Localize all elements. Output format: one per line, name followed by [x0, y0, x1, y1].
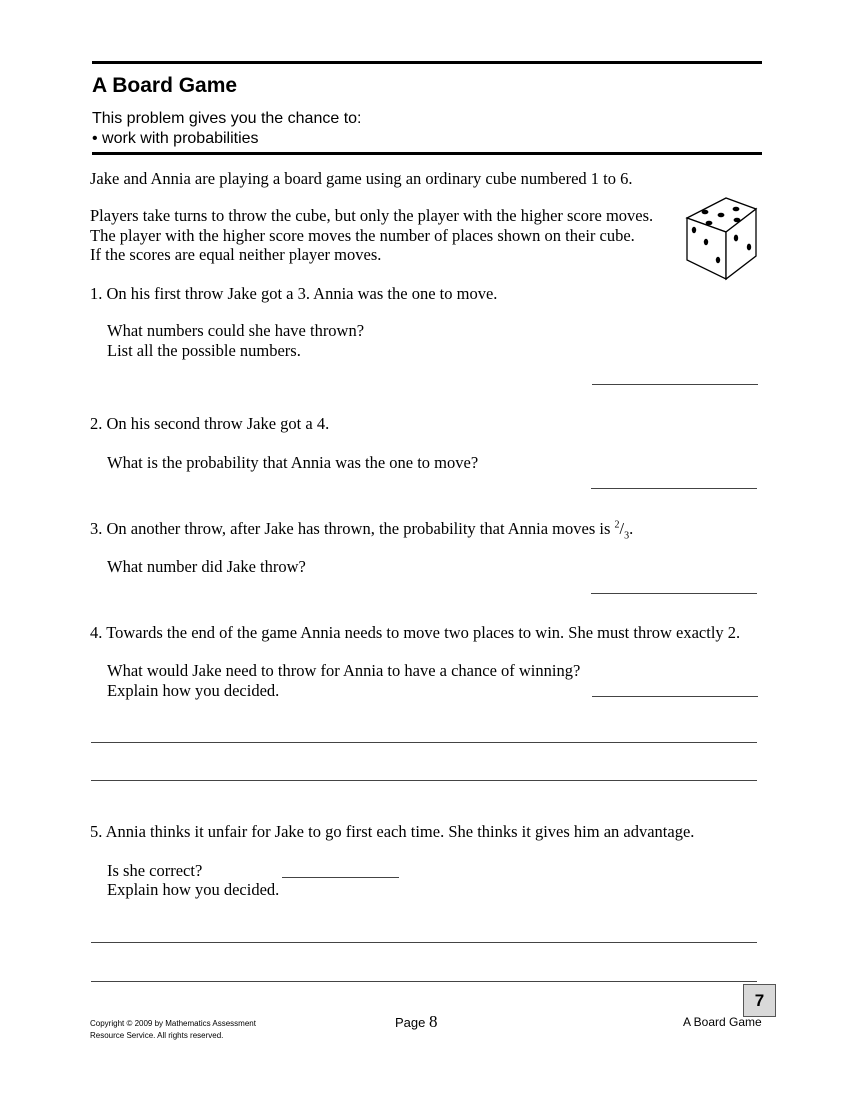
question-2a: What is the probability that Annia was the one to move? — [107, 453, 479, 472]
answer-line-3[interactable] — [591, 593, 757, 594]
answer-line-5[interactable] — [282, 877, 399, 878]
answer-line-4[interactable] — [592, 696, 758, 697]
explanation-line-5b[interactable] — [91, 981, 757, 982]
question-1b: List all the possible numbers. — [107, 341, 301, 360]
explanation-line-5a[interactable] — [91, 942, 757, 943]
footer-game-name: A Board Game — [683, 1015, 762, 1029]
question-4b: Explain how you decided. — [107, 681, 280, 700]
page-number: Page 8 — [395, 1012, 438, 1031]
question-3a: What number did Jake throw? — [107, 557, 306, 576]
fraction-numerator: 2 — [614, 519, 620, 531]
question-5: 5. Annia thinks it unfair for Jake to go first each time. She thinks it gives him an advantage. — [90, 822, 695, 841]
explanation-line-4a[interactable] — [91, 742, 757, 743]
intro-line-3: The player with the higher score moves the number of places shown on their cube. — [90, 226, 635, 245]
fraction-slash: / — [619, 519, 625, 538]
page-title: A Board Game — [92, 74, 238, 97]
copyright: Copyright © 2009 by Mathematics Assessment Resource Service. All rights reserved. — [90, 1019, 256, 1040]
question-1a: What numbers could she have thrown? — [107, 321, 365, 340]
top-rule — [92, 61, 762, 64]
bullet-item: • work with probabilities — [92, 130, 259, 147]
dice-icon — [684, 194, 760, 284]
question-5a: Is she correct? — [107, 861, 203, 880]
question-5b: Explain how you decided. — [107, 880, 280, 899]
question-1: 1. On his first throw Jake got a 3. Annia was the one to move. — [90, 284, 498, 303]
explanation-line-4b[interactable] — [91, 780, 757, 781]
task-number-box: 7 — [743, 984, 776, 1017]
question-4a: What would Jake need to throw for Annia to have a chance of winning? — [107, 661, 581, 680]
answer-line-1[interactable] — [592, 384, 758, 385]
question-3: 3. On another throw, after Jake has thrown, the probability that Annia moves is $^2/_3$. — [90, 519, 634, 542]
intro-line-1: Jake and Annia are playing a board game using an ordinary cube numbered 1 to 6. — [90, 169, 633, 188]
question-2: 2. On his second throw Jake got a 4. — [90, 414, 330, 433]
answer-line-2[interactable] — [591, 488, 757, 489]
fraction-denominator: 3 — [624, 530, 630, 542]
question-4: 4. Towards the end of the game Annia needs to move two places to win. She must throw exactly 2. — [90, 623, 741, 642]
header-rule — [92, 152, 762, 155]
subtitle: This problem gives you the chance to: — [92, 110, 362, 127]
intro-line-2: Players take turns to throw the cube, but only the player with the higher score moves. — [90, 206, 654, 225]
intro-line-4: If the scores are equal neither player moves. — [90, 245, 382, 264]
